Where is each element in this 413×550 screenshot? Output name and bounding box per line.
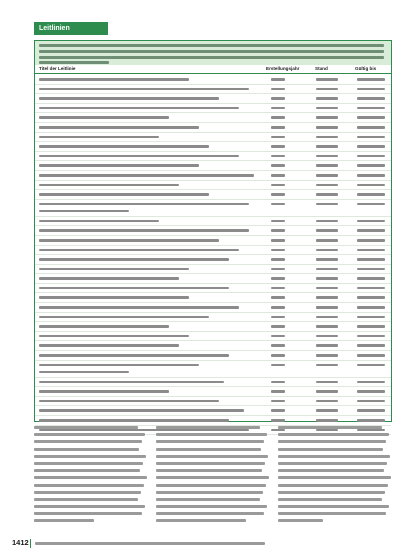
body-column-left: [34, 426, 148, 528]
row-title-placeholder: [39, 287, 229, 290]
row-valid-placeholder: [357, 400, 385, 403]
row-valid-placeholder: [357, 409, 385, 412]
row-valid-placeholder: [357, 193, 385, 196]
table-row: [35, 75, 391, 85]
row-status-placeholder: [316, 287, 338, 290]
row-title-placeholder: [39, 354, 229, 357]
table-row: [35, 397, 391, 407]
row-year-placeholder: [271, 277, 285, 280]
caption-line: [39, 50, 384, 53]
row-valid-placeholder: [357, 203, 385, 206]
text-line-placeholder: [34, 426, 138, 429]
text-line-placeholder: [34, 484, 144, 487]
row-valid-placeholder: [357, 268, 385, 271]
table-row: [35, 378, 391, 388]
row-valid-placeholder: [357, 78, 385, 81]
row-year-placeholder: [271, 136, 285, 139]
row-year-placeholder: [271, 364, 285, 367]
row-year-placeholder: [271, 390, 285, 393]
table-row: [35, 351, 391, 361]
text-line-placeholder: [156, 512, 264, 515]
row-status-placeholder: [316, 239, 338, 242]
row-year-placeholder: [271, 381, 285, 384]
text-line-placeholder: [156, 519, 246, 522]
row-status-placeholder: [316, 409, 338, 412]
header-divider: [35, 73, 391, 74]
text-line-placeholder: [278, 498, 382, 501]
row-title-placeholder: [39, 164, 199, 167]
row-valid-placeholder: [357, 164, 385, 167]
row-title-placeholder: [39, 97, 219, 100]
row-year-placeholder: [271, 325, 285, 328]
row-valid-placeholder: [357, 390, 385, 393]
row-title-placeholder: [39, 184, 179, 187]
text-line-placeholder: [278, 426, 382, 429]
table-row: [35, 190, 391, 200]
text-line-placeholder: [156, 448, 261, 451]
row-title-placeholder: [39, 268, 189, 271]
text-line-placeholder: [34, 519, 94, 522]
row-valid-placeholder: [357, 249, 385, 252]
text-line-placeholder: [278, 455, 390, 458]
table-row: [35, 322, 391, 332]
row-year-placeholder: [271, 249, 285, 252]
row-title-placeholder: [39, 381, 224, 384]
text-line-placeholder: [156, 440, 264, 443]
text-line-placeholder: [278, 484, 388, 487]
section-tab-label: Leitlinien: [39, 25, 70, 32]
row-valid-placeholder: [357, 381, 385, 384]
row-year-placeholder: [271, 306, 285, 309]
row-year-placeholder: [271, 107, 285, 110]
table-row: [35, 313, 391, 323]
row-valid-placeholder: [357, 296, 385, 299]
row-year-placeholder: [271, 400, 285, 403]
row-status-placeholder: [316, 229, 338, 232]
text-line-placeholder: [156, 462, 265, 465]
row-status-placeholder: [316, 316, 338, 319]
row-year-placeholder: [271, 164, 285, 167]
text-line-placeholder: [34, 469, 140, 472]
table-row: [35, 123, 391, 133]
text-line-placeholder: [34, 505, 145, 508]
row-year-placeholder: [271, 316, 285, 319]
page-number: 1412: [12, 538, 29, 547]
row-status-placeholder: [316, 354, 338, 357]
text-line-placeholder: [34, 448, 139, 451]
row-valid-placeholder: [357, 344, 385, 347]
row-status-placeholder: [316, 155, 338, 158]
table-row: [35, 332, 391, 342]
row-year-placeholder: [271, 145, 285, 148]
row-title-placeholder: [39, 88, 249, 91]
row-status-placeholder: [316, 78, 338, 81]
row-title-placeholder: [39, 107, 239, 110]
row-year-placeholder: [271, 409, 285, 412]
row-valid-placeholder: [357, 239, 385, 242]
text-line-placeholder: [156, 426, 260, 429]
row-title-placeholder: [39, 116, 169, 119]
row-status-placeholder: [316, 325, 338, 328]
row-status-placeholder: [316, 390, 338, 393]
row-valid-placeholder: [357, 354, 385, 357]
row-valid-placeholder: [357, 126, 385, 129]
row-valid-placeholder: [357, 155, 385, 158]
table-row: [35, 361, 391, 378]
table-row: [35, 303, 391, 313]
table-row: [35, 85, 391, 95]
text-line-placeholder: [278, 448, 383, 451]
table-row: [35, 171, 391, 181]
text-line-placeholder: [278, 462, 387, 465]
text-line-placeholder: [156, 455, 268, 458]
table-row: [35, 387, 391, 397]
text-line-placeholder: [34, 433, 145, 436]
table-row: [35, 246, 391, 256]
row-year-placeholder: [271, 229, 285, 232]
row-title-placeholder: [39, 155, 239, 158]
row-year-placeholder: [271, 78, 285, 81]
column-header-year: Erstellungsjahr: [266, 66, 300, 71]
row-title-placeholder: [39, 193, 209, 196]
row-status-placeholder: [316, 400, 338, 403]
text-line-placeholder: [278, 512, 386, 515]
row-status-placeholder: [316, 220, 338, 223]
text-line-placeholder: [156, 476, 269, 479]
column-header-status: Stand: [315, 66, 328, 71]
table-row: [35, 152, 391, 162]
text-line-placeholder: [34, 462, 143, 465]
caption-line: [39, 56, 384, 59]
row-valid-placeholder: [357, 88, 385, 91]
text-line-placeholder: [34, 491, 141, 494]
row-title-placeholder: [39, 344, 179, 347]
row-valid-placeholder: [357, 287, 385, 290]
row-title-placeholder: [39, 229, 249, 232]
row-valid-placeholder: [357, 184, 385, 187]
row-year-placeholder: [271, 193, 285, 196]
row-title-placeholder: [39, 249, 239, 252]
caption-line: [39, 44, 384, 47]
row-title-placeholder: [39, 316, 209, 319]
caption-line: [39, 61, 109, 64]
row-year-placeholder: [271, 344, 285, 347]
body-column-middle: [156, 426, 270, 528]
row-valid-placeholder: [357, 419, 385, 422]
row-title-placeholder: [39, 239, 219, 242]
row-valid-placeholder: [357, 229, 385, 232]
row-year-placeholder: [271, 239, 285, 242]
row-title-placeholder: [39, 419, 229, 422]
row-title-placeholder: [39, 78, 189, 81]
text-line-placeholder: [156, 505, 267, 508]
row-year-placeholder: [271, 296, 285, 299]
text-line-placeholder: [278, 440, 386, 443]
row-status-placeholder: [316, 126, 338, 129]
table-row: [35, 113, 391, 123]
row-year-placeholder: [271, 335, 285, 338]
row-title-placeholder: [39, 126, 199, 129]
table-row: [35, 274, 391, 284]
row-status-placeholder: [316, 136, 338, 139]
row-title-placeholder: [39, 277, 179, 280]
row-title-placeholder: [39, 210, 129, 213]
row-valid-placeholder: [357, 277, 385, 280]
row-title-placeholder: [39, 258, 229, 261]
row-valid-placeholder: [357, 145, 385, 148]
row-valid-placeholder: [357, 258, 385, 261]
row-year-placeholder: [271, 116, 285, 119]
row-status-placeholder: [316, 107, 338, 110]
text-line-placeholder: [156, 498, 260, 501]
text-line-placeholder: [278, 505, 389, 508]
row-status-placeholder: [316, 268, 338, 271]
table-row: [35, 104, 391, 114]
text-line-placeholder: [278, 433, 389, 436]
row-title-placeholder: [39, 409, 244, 412]
text-line-placeholder: [156, 469, 262, 472]
row-status-placeholder: [316, 203, 338, 206]
row-year-placeholder: [271, 287, 285, 290]
row-valid-placeholder: [357, 97, 385, 100]
table-row: [35, 406, 391, 416]
row-status-placeholder: [316, 306, 338, 309]
table-row: [35, 181, 391, 191]
table-row: [35, 142, 391, 152]
row-status-placeholder: [316, 184, 338, 187]
footer-running-title: [35, 542, 265, 545]
row-valid-placeholder: [357, 335, 385, 338]
row-title-placeholder: [39, 390, 169, 393]
body-column-right: [278, 426, 392, 528]
table-row: [35, 133, 391, 143]
text-line-placeholder: [278, 469, 384, 472]
row-valid-placeholder: [357, 116, 385, 119]
row-year-placeholder: [271, 268, 285, 271]
row-status-placeholder: [316, 174, 338, 177]
row-valid-placeholder: [357, 136, 385, 139]
text-line-placeholder: [156, 433, 267, 436]
row-status-placeholder: [316, 335, 338, 338]
row-status-placeholder: [316, 249, 338, 252]
row-valid-placeholder: [357, 316, 385, 319]
row-title-placeholder: [39, 145, 209, 148]
row-valid-placeholder: [357, 174, 385, 177]
row-valid-placeholder: [357, 220, 385, 223]
text-line-placeholder: [34, 455, 146, 458]
guidelines-table: [34, 40, 392, 422]
row-status-placeholder: [316, 97, 338, 100]
row-status-placeholder: [316, 419, 338, 422]
row-title-placeholder: [39, 364, 199, 367]
table-row: [35, 217, 391, 227]
row-title-placeholder: [39, 335, 189, 338]
row-year-placeholder: [271, 126, 285, 129]
table-row: [35, 341, 391, 351]
table-body: [35, 75, 391, 435]
row-status-placeholder: [316, 296, 338, 299]
table-row: [35, 161, 391, 171]
row-status-placeholder: [316, 344, 338, 347]
text-line-placeholder: [278, 476, 391, 479]
column-header-valid: Gültig bis: [355, 66, 377, 71]
row-title-placeholder: [39, 296, 189, 299]
row-status-placeholder: [316, 193, 338, 196]
column-header-title: Titel der Leitlinie: [39, 66, 76, 71]
row-title-placeholder: [39, 203, 249, 206]
row-title-placeholder: [39, 220, 159, 223]
text-line-placeholder: [156, 491, 263, 494]
table-row: [35, 416, 391, 426]
row-valid-placeholder: [357, 306, 385, 309]
text-line-placeholder: [34, 512, 142, 515]
row-status-placeholder: [316, 364, 338, 367]
text-line-placeholder: [34, 440, 142, 443]
table-row: [35, 255, 391, 265]
row-title-placeholder: [39, 325, 169, 328]
text-line-placeholder: [278, 519, 323, 522]
row-status-placeholder: [316, 164, 338, 167]
row-title-placeholder: [39, 371, 129, 374]
row-year-placeholder: [271, 203, 285, 206]
row-status-placeholder: [316, 277, 338, 280]
row-valid-placeholder: [357, 107, 385, 110]
section-tab: [34, 22, 108, 35]
row-status-placeholder: [316, 116, 338, 119]
table-row: [35, 226, 391, 236]
footer-divider: [30, 539, 31, 548]
text-line-placeholder: [34, 498, 138, 501]
table-row: [35, 236, 391, 246]
table-caption: [35, 41, 391, 65]
row-title-placeholder: [39, 306, 239, 309]
text-line-placeholder: [156, 484, 266, 487]
row-year-placeholder: [271, 419, 285, 422]
text-line-placeholder: [34, 476, 147, 479]
row-year-placeholder: [271, 155, 285, 158]
row-status-placeholder: [316, 258, 338, 261]
row-year-placeholder: [271, 184, 285, 187]
row-year-placeholder: [271, 258, 285, 261]
row-title-placeholder: [39, 400, 219, 403]
row-year-placeholder: [271, 220, 285, 223]
row-title-placeholder: [39, 174, 254, 177]
text-line-placeholder: [278, 491, 385, 494]
row-status-placeholder: [316, 88, 338, 91]
page-footer: [0, 536, 413, 550]
row-valid-placeholder: [357, 364, 385, 367]
table-row: [35, 200, 391, 217]
row-year-placeholder: [271, 88, 285, 91]
row-year-placeholder: [271, 97, 285, 100]
row-year-placeholder: [271, 354, 285, 357]
table-row: [35, 265, 391, 275]
table-row: [35, 94, 391, 104]
row-status-placeholder: [316, 145, 338, 148]
row-status-placeholder: [316, 381, 338, 384]
table-row: [35, 284, 391, 294]
row-title-placeholder: [39, 136, 159, 139]
row-year-placeholder: [271, 174, 285, 177]
row-valid-placeholder: [357, 325, 385, 328]
table-row: [35, 293, 391, 303]
